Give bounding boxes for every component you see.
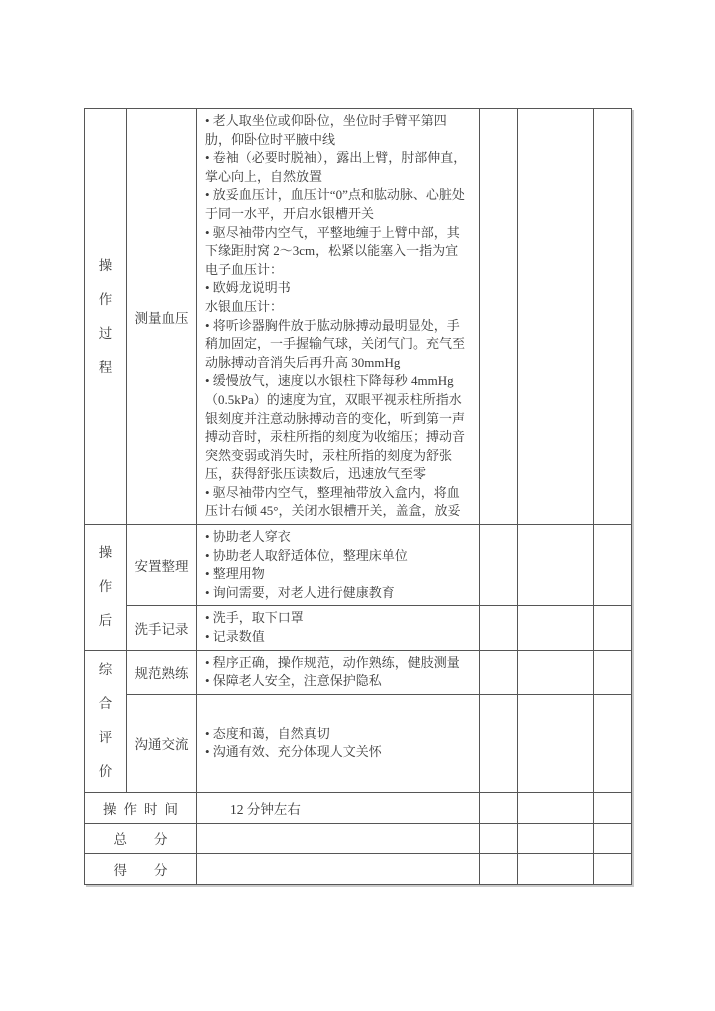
score-cell bbox=[518, 525, 594, 606]
score-cell bbox=[518, 606, 594, 650]
content-line: • 缓慢放气，速度以水银柱下降每秒 4mmHg（0.5kPa）的速度为宜，双眼平视汞柱所指水银刻度并注意动脉搏动音的变化，听到第一声搏动音时，汞柱所指的刻度为收缩压；搏动音突然变弱或消失时，汞柱所指的刻度为舒张压，获得舒张压读数后，迅速放气至零 bbox=[205, 373, 466, 482]
score-cell bbox=[594, 853, 632, 884]
section-label-overall-evaluation bbox=[85, 650, 127, 792]
footer-value-total-score bbox=[197, 823, 480, 853]
footer-label-text: 得 分 bbox=[113, 862, 168, 878]
score-cell bbox=[518, 853, 594, 884]
content-line: • 协助老人穿衣 bbox=[205, 529, 291, 545]
score-cell bbox=[480, 109, 518, 525]
section-label-text: 操作过程 bbox=[98, 257, 113, 375]
score-cell bbox=[480, 525, 518, 606]
table-row bbox=[85, 823, 632, 853]
score-cell bbox=[480, 694, 518, 792]
content-line: • 洗手，取下口罩 bbox=[205, 610, 304, 626]
footer-label-text: 操作时间 bbox=[103, 801, 185, 817]
score-cell bbox=[594, 606, 632, 650]
content-line: • 态度和蔼，自然真切 bbox=[205, 725, 330, 741]
footer-value-obtained-score bbox=[197, 853, 480, 884]
table-row bbox=[85, 525, 632, 606]
footer-label-obtained-score bbox=[85, 853, 197, 884]
content-line: • 询问需要，对老人进行健康教育 bbox=[205, 584, 395, 600]
table-row bbox=[85, 650, 632, 694]
content-line: 电子血压计： bbox=[205, 261, 284, 277]
content-line: • 将听诊器胸件放于肱动脉搏动最明显处，手稍加固定，一手握输气球，关闭气门。充气至动脉搏动音消失后再升高 30mmHg bbox=[205, 317, 466, 370]
section-label-operation-process bbox=[85, 109, 127, 525]
content-line: • 放妥血压计，血压计“0”点和肱动脉、心脏处于同一水平，开启水银槽开关 bbox=[205, 187, 465, 221]
content-measure-blood-pressure bbox=[197, 109, 480, 525]
content-line: • 保障老人安全，注意保护隐私 bbox=[205, 673, 382, 689]
score-cell bbox=[518, 823, 594, 853]
footer-value-operation-time: 12 分钟左右 bbox=[197, 792, 480, 823]
score-cell bbox=[480, 792, 518, 823]
score-cell bbox=[518, 792, 594, 823]
content-settle-tidy bbox=[197, 525, 480, 606]
content-standard-proficiency bbox=[197, 650, 480, 694]
score-cell bbox=[594, 823, 632, 853]
score-cell bbox=[518, 650, 594, 694]
content-line: • 卷袖（必要时脱袖），露出上臂，肘部伸直，掌心向上，自然放置 bbox=[205, 150, 467, 184]
table-row bbox=[85, 853, 632, 884]
content-handwash-record bbox=[197, 606, 480, 650]
score-cell bbox=[518, 109, 594, 525]
content-line: • 整理用物 bbox=[205, 566, 265, 582]
content-line: • 协助老人取舒适体位，整理床单位 bbox=[205, 547, 408, 563]
footer-label-total-score bbox=[85, 823, 197, 853]
sub-label-handwash-record: 洗手记录 bbox=[127, 606, 197, 650]
sub-label-communication: 沟通交流 bbox=[127, 694, 197, 792]
sub-label-measure-blood-pressure: 测量血压 bbox=[127, 109, 197, 525]
sub-label-settle-tidy: 安置整理 bbox=[127, 525, 197, 606]
score-cell bbox=[594, 792, 632, 823]
content-communication bbox=[197, 694, 480, 792]
content-line: 水银血压计： bbox=[205, 298, 284, 314]
table-row bbox=[85, 109, 632, 525]
score-cell bbox=[480, 606, 518, 650]
content-line: • 老人取坐位或仰卧位，坐位时手臂平第四肋，仰卧位时平腋中线 bbox=[205, 113, 447, 147]
content-line: • 驱尽袖带内空气，整理袖带放入盒内，将血压计右倾 45°，关闭水银槽开关，盖盒，放妥 bbox=[205, 484, 461, 519]
content-line: • 记录数值 bbox=[205, 629, 265, 645]
content-line: • 欧姆龙说明书 bbox=[205, 280, 291, 296]
table-row bbox=[85, 694, 632, 792]
score-cell bbox=[480, 853, 518, 884]
score-cell bbox=[594, 109, 632, 525]
section-label-text: 综合评价 bbox=[98, 662, 113, 780]
section-label-after-operation bbox=[85, 525, 127, 651]
score-cell bbox=[480, 823, 518, 853]
content-line: • 驱尽袖带内空气，平整地缠于上臂中部，其下缘距肘窝 2～3cm，松紧以能塞入一指为宜 bbox=[205, 224, 460, 259]
table-row bbox=[85, 792, 632, 823]
assessment-table bbox=[84, 108, 632, 885]
footer-label-operation-time bbox=[85, 792, 197, 823]
table-row bbox=[85, 606, 632, 650]
score-cell bbox=[480, 650, 518, 694]
section-label-text: 操作后 bbox=[98, 545, 113, 629]
content-line: • 程序正确，操作规范，动作熟练，健肢测量 bbox=[205, 654, 460, 670]
score-cell bbox=[594, 525, 632, 606]
score-cell bbox=[594, 694, 632, 792]
footer-label-text: 总 分 bbox=[113, 832, 168, 848]
sub-label-standard-proficiency: 规范熟练 bbox=[127, 650, 197, 694]
score-cell bbox=[518, 694, 594, 792]
content-line: • 沟通有效、充分体现人文关怀 bbox=[205, 744, 382, 760]
score-cell bbox=[594, 650, 632, 694]
